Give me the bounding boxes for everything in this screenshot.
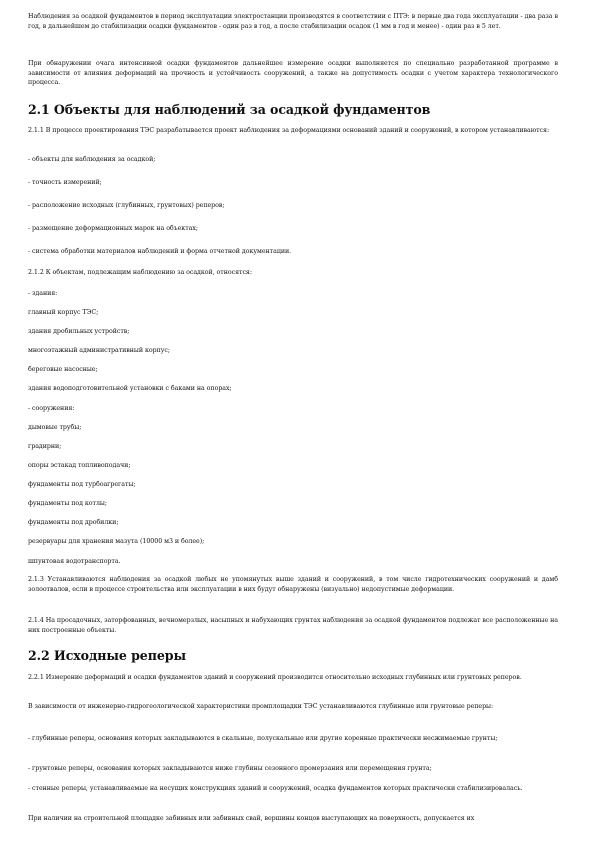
paragraph-last: При наличии на строительной площадке забивных или забивных свай, вершины концов выступающих на поверхность, допускается их [28, 815, 475, 822]
section-heading-2-2: 2.2 Исходные реперы [28, 648, 186, 663]
list-item: береговые насосные; [28, 366, 98, 373]
paragraph-2-1-3: 2.1.3 Устанавливаются наблюдения за осадкой любых не упомянутых выше зданий и сооружений, в том числе гидротехнических сооружений и дамб золоотвалов, если в процессе строительства или эксплуатации в них будут обнаружены (визуально) недопустимые деформации. [28, 576, 558, 593]
intro-paragraph-1: Наблюдения за осадкой фундаментов в период эксплуатации электростанции производятся в соответствии с ПТЭ: в первые два года эксплуатации - два раза в год, в дальнейшем до стабилизации осадки фундаментов - один раз в год, а после стабилизации осадок (1 мм в год и менее) - один раз в 5 лет. [28, 13, 558, 30]
list-item: многоэтажный административный корпус; [28, 347, 170, 354]
list-item: дымовые трубы; [28, 424, 82, 431]
list-item: фундаменты под дробилки; [28, 519, 119, 526]
list-item: - размещение деформационных марок на объектах; [28, 225, 198, 232]
list-item: шпунтовая водотранспорта. [28, 558, 121, 565]
list-item: градирни; [28, 443, 62, 450]
list-item: опоры эстакад топливоподачи; [28, 462, 131, 469]
list-item: - система обработки материалов наблюдений и форма отчетной документации. [28, 248, 292, 255]
list-item: - расположение исходных (глубинных, грунтовых) реперов; [28, 202, 225, 209]
paragraph-2-1-1: 2.1.1 В процессе проектирования ТЭС разрабатывается проект наблюдения за деформациями оснований зданий и сооружений, в котором устанавливаются: [28, 127, 550, 134]
list-item: здания дробильных устройств; [28, 328, 130, 335]
list-item: - точность измерений; [28, 179, 102, 186]
list-item: - сооружения: [28, 405, 75, 412]
list-item: главный корпус ТЭС; [28, 309, 99, 316]
paragraph-dependence: В зависимости от инженерно-гидрогеологической характеристики промплощадки ТЭС устанавливаются глубинные или грунтовые реперы: [28, 703, 494, 710]
list-item: - стенные реперы, устанавливаемые на несущих конструкциях зданий и сооружений, осадка фундаментов которых практически стабилизировалась. [28, 785, 523, 792]
list-item: - глубинные реперы, основания которых закладываются в скальные, полускальные или другие коренные практически несжимаемые грунты; [28, 735, 498, 742]
paragraph-2-2-1: 2.2.1 Измерение деформаций и осадки фундаментов зданий и сооружений производится относительно исходных глубинных или грунтовых реперов. [28, 674, 522, 681]
paragraph-2-1-2: 2.1.2 К объектам, подлежащим наблюдению за осадкой, относятся: [28, 269, 252, 276]
intro-paragraph-2: При обнаружении очага интенсивной осадки фундаментов дальнейшее измерение осадки выполняется по специально разработанной программе в зависимости от влияния деформаций на прочность и устойчивость сооружений, а также на допустимость осадки с учетом характера технологического процесса. [28, 60, 558, 86]
list-item: фундаменты под котлы; [28, 500, 107, 507]
list-item: - объекты для наблюдения за осадкой; [28, 156, 156, 163]
list-item: фундаменты под турбоагрегаты; [28, 481, 136, 488]
section-heading-2-1: 2.1 Объекты для наблюдений за осадкой фундаментов [28, 102, 431, 117]
list-item: - грунтовые реперы, основания которых закладываются ниже глубины сезонного промерзания или перемещения грунта; [28, 765, 432, 772]
paragraph-2-1-4: 2.1.4 На просадочных, заторфованных, вечномерзлых, насыпных и набухающих грунтах наблюдения за осадкой фундаментов подлежат все расположенные на них построенные объекты. [28, 617, 558, 634]
list-item: - здания: [28, 290, 58, 297]
list-item: здания водоподготовительной установки с баками на опорах; [28, 385, 232, 392]
list-item: резервуары для хранения мазута (10000 м3 и более); [28, 538, 205, 545]
